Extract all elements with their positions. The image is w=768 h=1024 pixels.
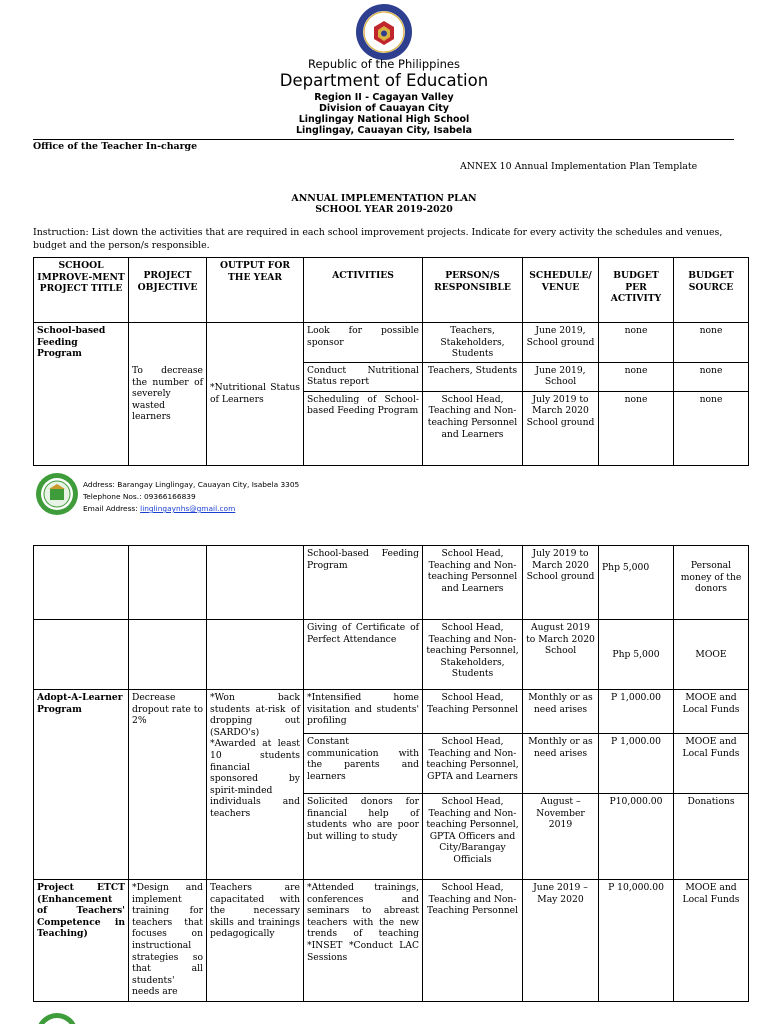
activity-cell: *Intensified home visitation and students' profiling	[304, 690, 423, 734]
col-header-persons: PERSON/S RESPONSIBLE	[423, 258, 523, 323]
empty-cell	[207, 620, 304, 690]
budget-cell: P 10,000.00	[599, 880, 674, 1002]
person-cell: School Head, Teaching and Non-teaching Personnel and Learners	[423, 546, 523, 620]
activity-cell: School-based Feeding Program	[304, 546, 423, 620]
budget-cell: none	[599, 391, 674, 465]
school-year-title: SCHOOL YEAR 2019-2020	[315, 204, 453, 215]
person-cell: Teachers, Stakeholders, Students	[423, 323, 523, 363]
budget-cell: none	[599, 323, 674, 363]
activity-cell: Constant communication with the parents and learners	[304, 734, 423, 794]
republic-line: Republic of the Philippines	[307, 57, 461, 71]
source-cell: MOOE and Local Funds	[674, 690, 749, 734]
activity-cell: Conduct Nutritional Status report	[304, 362, 423, 391]
schedule-cell: August 2019 to March 2020 School	[523, 620, 599, 690]
implementation-plan-table-2	[33, 545, 749, 1002]
budget-cell: P10,000.00	[599, 794, 674, 880]
plan-title: ANNUAL IMPLEMENTATION PLAN	[291, 193, 477, 204]
department-title: Department of Education	[279, 71, 489, 90]
budget-cell: P 1,000.00	[599, 734, 674, 794]
table-row	[34, 690, 749, 734]
objective-cell: Decrease dropout rate to 2%	[129, 690, 207, 880]
output-cell: Teachers are capacitated with the necessary skills and trainings pedagogically	[207, 880, 304, 1002]
source-cell: MOOE and Local Funds	[674, 734, 749, 794]
implementation-plan-table-1	[33, 257, 749, 466]
schedule-cell: June 2019, School ground	[523, 323, 599, 363]
source-cell: none	[674, 391, 749, 465]
schedule-cell: Monthly or as need arises	[523, 734, 599, 794]
table-row	[34, 546, 749, 620]
project-title-cell: School-based Feeding Program	[34, 323, 129, 466]
schedule-cell: June 2019 – May 2020	[523, 880, 599, 1002]
col-header-project-title: SCHOOL IMPROVE-MENT PROJECT TITLE	[34, 258, 129, 323]
person-cell: School Head, Teaching and Non-teaching Personnel and Learners	[423, 391, 523, 465]
budget-cell: P 1,000.00	[599, 690, 674, 734]
budget-cell: Php 5,000	[599, 546, 674, 620]
activity-cell: Solicited donors for financial help of students who are poor but willing to study	[304, 794, 423, 880]
empty-cell	[34, 546, 129, 620]
school-address-line: Linglingay, Cauayan City, Isabela	[295, 125, 473, 136]
school-logo	[35, 472, 79, 516]
budget-cell: none	[599, 362, 674, 391]
school-line: Linglingay National High School	[298, 114, 470, 125]
source-cell: none	[674, 323, 749, 363]
table-row	[34, 620, 749, 690]
deped-seal	[355, 3, 413, 61]
empty-cell	[207, 546, 304, 620]
col-header-activities: ACTIVITIES	[304, 258, 423, 323]
footer-email	[83, 503, 235, 515]
output-cell: *Nutritional Status of Learners	[207, 323, 304, 466]
empty-cell	[129, 546, 207, 620]
person-cell: School Head, Teaching and Non-teaching Personnel, Stakeholders, Students	[423, 620, 523, 690]
footer-telephone: Telephone Nos.: 09366166839	[83, 492, 196, 501]
table-header-row	[34, 258, 749, 323]
schedule-cell: June 2019, School	[523, 362, 599, 391]
activity-cell: *Attended trainings, conferences and seminars to abreast teachers with the new trends of teaching *INSET *Conduct LAC Sessions	[304, 880, 423, 1002]
region-line: Region II - Cagayan Valley	[314, 92, 454, 103]
project-title-cell: Adopt-A-Learner Program	[34, 690, 129, 880]
table-row	[34, 323, 749, 363]
office-label: Office of the Teacher In-charge	[33, 141, 198, 152]
division-line: Division of Cauayan City	[319, 103, 449, 114]
source-cell: Personal money of the donors	[674, 546, 749, 620]
person-cell: School Head, Teaching and Non-teaching Personnel, GPTA Officers and City/Barangay Officials	[423, 794, 523, 880]
schedule-cell: July 2019 to March 2020 School ground	[523, 546, 599, 620]
table-row	[34, 880, 749, 1002]
email-link[interactable]: linglingaynhs@gmail.com	[140, 504, 236, 513]
empty-cell	[129, 620, 207, 690]
col-header-objective: PROJECT OBJECTIVE	[129, 258, 207, 323]
source-cell: Donations	[674, 794, 749, 880]
objective-cell: To decrease the number of severely wasted learners	[129, 323, 207, 466]
school-logo-partial	[35, 1012, 79, 1024]
person-cell: School Head, Teaching Personnel	[423, 690, 523, 734]
instruction-text: Instruction: List down the activities that are required in each school improvement projects. Indicate for every activity the schedules and venues, budget and the person/s responsible.	[33, 227, 723, 251]
empty-cell	[34, 620, 129, 690]
source-cell: MOOE	[674, 620, 749, 690]
col-header-output: OUTPUT FOR THE YEAR	[207, 258, 304, 323]
footer-email-label: Email Address:	[83, 504, 141, 513]
col-header-budget: BUDGET PER ACTIVITY	[599, 258, 674, 323]
source-cell: none	[674, 362, 749, 391]
schedule-cell: Monthly or as need arises	[523, 690, 599, 734]
activity-cell: Giving of Certificate of Perfect Attendance	[304, 620, 423, 690]
person-cell: School Head, Teaching and Non-teaching Personnel, GPTA and Learners	[423, 734, 523, 794]
output-cell: *Won back students at-risk of dropping out (SARDO's) *Awarded at least 10 students financial sponsored by spirit-minded individuals and teachers	[207, 690, 304, 880]
objective-cell: *Design and implement training for teachers that focuses on instructional strategies so that all students' needs are	[129, 880, 207, 1002]
person-cell: School Head, Teaching and Non-Teaching Personnel	[423, 880, 523, 1002]
col-header-schedule: SCHEDULE/ VENUE	[523, 258, 599, 323]
activity-cell: Scheduling of School-based Feeding Program	[304, 391, 423, 465]
project-title-cell: Project ETCT (Enhancement of Teachers' Competence in Teaching)	[34, 880, 129, 1002]
footer-address: Address: Barangay Linglingay, Cauayan City, Isabela 3305	[83, 480, 300, 489]
schedule-cell: July 2019 to March 2020 School ground	[523, 391, 599, 465]
header-divider	[33, 139, 734, 140]
annex-label: ANNEX 10 Annual Implementation Plan Template	[460, 161, 698, 172]
activity-cell: Look for possible sponsor	[304, 323, 423, 363]
source-cell: MOOE and Local Funds	[674, 880, 749, 1002]
col-header-source: BUDGET SOURCE	[674, 258, 749, 323]
person-cell: Teachers, Students	[423, 362, 523, 391]
budget-cell: Php 5,000	[599, 620, 674, 690]
schedule-cell: August – November 2019	[523, 794, 599, 880]
